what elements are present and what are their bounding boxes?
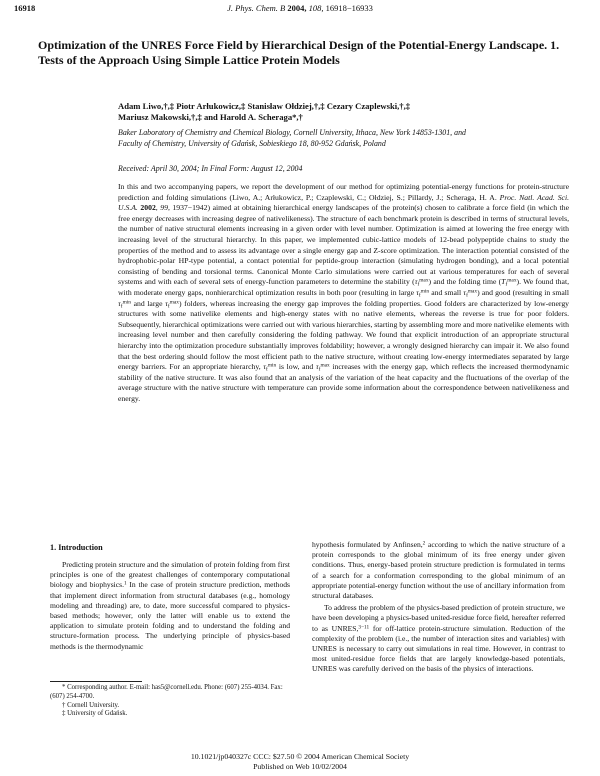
footnote-ddagger: ‡ University of Gdańsk. [62, 710, 128, 718]
symbol-T: T [501, 277, 506, 287]
page-number: 16918 [14, 3, 36, 13]
affiliation-line-2: Faculty of Chemistry, University of Gdańsk, Sobieskiego 18, 80-952 Gdańsk, Poland [118, 138, 386, 148]
author-line-2: Mariusz Makowski,†,‡ and Harold A. Scheraga*,† [118, 112, 303, 122]
abstract-part-7: and large [133, 298, 163, 308]
author-list [118, 101, 548, 123]
paper-title: Optimization of the UNRES Force Field by Hierarchical Design of the Potential-Energy Landscape. 1. Tests of the Approach Using Simple Lattice Protein Models [38, 38, 560, 67]
footnote-divider [50, 681, 142, 682]
running-header [14, 3, 586, 17]
page-footer [0, 752, 600, 772]
journal-volume: 108, [308, 3, 324, 13]
author-line-1: Adam Liwo,†,‡ Piotr Arłukowicz,‡ Stanisław Ołdziej,†,‡ Cezary Czaplewski,†,‡ [118, 101, 411, 111]
journal-name: J. Phys. Chem. B [227, 3, 286, 13]
paragraph: To address the problem of the physics-based prediction of protein structure, we have been developing a physics-based united-residue force field, hereafter referred to as UNRES,$^{3-11}$ for off-lattice protein-structure simulation. Reduction of the complexity of the problem (i.e., the number of interaction sites and variables) with UNRES is necessary to carry out simulations in real time. However, in contrast to most united-residue force fields that are largely knowledge-based potentials, UNRES was carefully derived on the basis of the physics of interactions. [312, 603, 565, 674]
received-dates: Received: April 30, 2004; In Final Form: August 12, 2004 [118, 164, 303, 173]
abstract-part-6: ) and good (resulting in small [477, 287, 570, 297]
abstract-part-2: , 1937−1942) aimed at obtaining hierarchical energy landscapes of the protein(s) chosen to calibrate a force field (in which the free energy decreases with increasing degree of nativelikeness). The structure of each benchmark protein is described in terms of structural levels, the number of native structural elements increasing in a given order with level number. Optimization is aimed at lowering the free energy with increasing level of the structural hierarchy. In this paper, we implemented cubic-lattice models of 12-bead polypeptide chains to study the properties of the method and to assess its advantage over a single energy gap and Z-score optimization. The interaction potential consisted of the hydrophobic-polar HP-type potential, a contact potential for peptide-group interaction (simulating hydrogen bonding), and a local potential consisting of bending and torsional terms. Canonical Monte Carlo simulations were carried out at various temperatures for each of several systems and with each of several sets of energy-function parameters to determine the stability [118, 203, 570, 287]
abstract [118, 182, 569, 404]
citation-ref: 1 [124, 580, 127, 587]
abstract-part-4: . We found that, with moderate energy gaps, nonhierarchical optimization results in both poor (resulting in large [118, 277, 569, 297]
publication-date: Published on Web 10/02/2004 [253, 762, 347, 771]
ref-year: 2002 [140, 203, 156, 213]
ref-journal: Proc. Natl. Acad. Sci. U.S.A. [118, 192, 570, 213]
abstract-part-10: increases with the energy gap, which reflects the increased thermodynamic stability of the native structure. It was also found that an analysis of the variation of the heat capacity and the fluctuations of the overlap of the average structure with the native structure with temperature can provide some information about the correspondence between nativelikeness and energy. [118, 362, 570, 403]
footnote-corresponding: * Corresponding author. E-mail: has5@cornell.edu. Phone: (607) 255-4034. Fax: (607) 254-4700. [50, 684, 283, 700]
abstract-part-3: and the folding time [433, 277, 497, 287]
symbol-tau: τ [414, 277, 418, 287]
affiliations [118, 128, 568, 149]
abstract-part-5: and small [431, 287, 462, 297]
paragraph: hypothesis formulated by Anfinsen,$^2$ according to which the native structure of a protein corresponds to the global minimum of its free energy under given conditions. Thus, energy-based protein structure prediction is formulated in terms of a search for a conformation corresponding to the global minimum of an appropriate potential-energy function without the use of ancillary information from structural databases. [312, 540, 565, 601]
journal-pages: 16918−16933 [325, 3, 373, 13]
doi-copyright: 10.1021/jp040327c CCC: $27.50 © 2004 American Chemical Society [190, 752, 410, 761]
citation-ref: 2 [422, 540, 426, 547]
journal-citation [14, 3, 586, 13]
ref-volume: 99 [160, 203, 168, 213]
abstract-part-9: is low, and [278, 362, 314, 372]
citation-ref: 3−11 [358, 623, 370, 630]
footnote-dagger: † Cornell University. [62, 701, 120, 709]
abstract-part-8: ) folders, whereas increasing the energy gap improves the folding properties. Good folders are characterized by low-energy structures with some nativelike elements and high-energy states with no native elements, whereas the reverse is true for poor folders. Subsequently, hierarchical optimizations were carried out with various hierarchies, starting by assembling more and more nativelike elements with increasing level number and then carefully considering the folding pathway. We found that explicit introduction of an appropriate structural hierarchy into the optimization procedure substantially improves foldability; however, a wrongly designed hierarchy can impair it. We also found that the best ordering should follow the most efficient path to the native structure, without creating low-energy intermediates separated by large energy barriers. For an appropriate hierarchy, [118, 298, 570, 372]
section-heading: 1. Introduction [50, 543, 103, 552]
body-column-left [50, 560, 290, 652]
paragraph: Predicting protein structure and the simulation of protein folding from first principles is one of the greatest challenges of contemporary computational biology and biophysics.$^1$ In the case of protein structure prediction, methods that implement direct information from structural databases (e.g., homology modeling and threading) are, to date, more successful compared to physics-based methods; however, only the latter will enable us to extend the application to simulate protein folding and to understand the folding and structure-formation process. The underlying principle of physics-based methods is the thermodynamic [50, 560, 290, 651]
journal-year: 2004, [287, 3, 307, 13]
abstract-text: In this and two accompanying papers, we report the development of our method for optimizing potential-energy functions for protein-structure prediction and folding simulations (Liwo, A.; Arłukowicz, P.; Czaplewski, C.; Ołdziej, S.; Pillardy, J.; Scheraga, H. A. Proc. Natl. Acad. Sci. U.S.A. 2002, 99, 1937−1942) aimed at obtaining hierarchical energy landscapes of the protein(s) chosen to calibrate a force field (in which the free energy decreases with increasing degree of nativelikeness). The structure of each benchmark protein is described in terms of structural levels, the number of native structural elements increasing in a given order with level number. Optimization is aimed at lowering the free energy with increasing level of the structural hierarchy. In this paper, we implemented cubic-lattice models of 12-bead polypeptide chains to study the properties of the method and to assess its advantage over a single energy gap and Z-score optimization. The interaction potential consisted of the hydrophobic-polar HP-type potential, a contact potential for peptide-group interaction (simulating hydrogen bonding), and a local potential consisting of bending and torsional terms. Canonical Monte Carlo simulations were carried out at various temperatures for each of several systems and with each of several sets of energy-function parameters to determine the stability $(\tau_f^{max})$ and the folding time $(T_f^{max})$. We found that, with moderate energy gaps, nonhierarchical optimization results in both poor (resulting in large $\tau_f^{min}$ and small $\tau_f^{max}$) and good (resulting in small $\tau_f^{min}$ and large $\tau_f^{max}$) folders, whereas increasing the energy gap improves the folding properties. Good folders are characterized by low-energy structures with some nativelike elements and high-energy states with no native elements, whereas the reverse is true for poor folders. Subsequently, hierarchical optimizations were carried out with various hierarchies, starting by assembling more and more nativelike elements with increasing level number and then carefully considering the folding pathway. We found that explicit introduction of an appropriate structural hierarchy into the optimization procedure substantially improves foldability; however, a wrongly designed hierarchy can impair it. We also found that the best ordering should follow the most efficient path to the native structure, without creating low-energy intermediates separated by large energy barriers. For an appropriate hierarchy, $\tau_f^{min}$ is low, and $\tau_f^{max}$ increases with the energy gap, which reflects the increased thermodynamic stability of the native structure. It was also found that an analysis of the variation of the heat capacity and the fluctuations of the overlap of the average structure with the native structure with temperature can provide some information about the correspondence between nativelikeness and energy. [118, 182, 570, 403]
affiliation-line-1: Baker Laboratory of Chemistry and Chemical Biology, Cornell University, Ithaca, New York 14853-1301, and [118, 128, 466, 137]
abstract-part-1: In this and two accompanying papers, we report the development of our method for optimizing potential-energy functions for protein-structure prediction and folding simulations (Liwo, A.; Arłukowicz, P.; Czaplewski, C.; Ołdziej, S.; Pillardy, J.; Scheraga, H. A. [118, 182, 569, 202]
body-column-right [312, 540, 565, 675]
footnotes [50, 684, 290, 719]
